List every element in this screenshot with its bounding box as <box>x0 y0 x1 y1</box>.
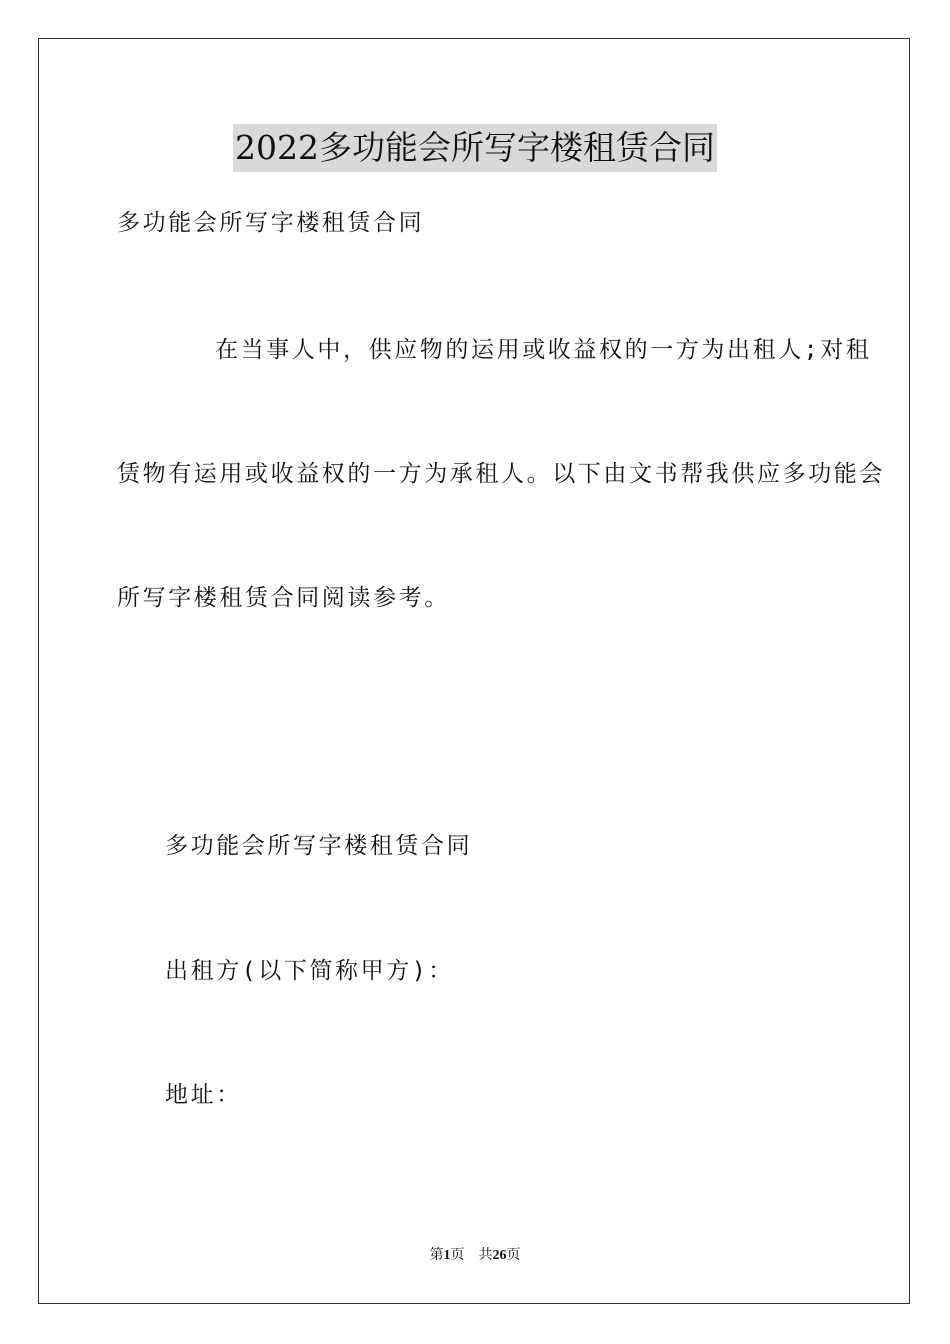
lessor-label: 出租方(以下简称甲方)： <box>165 958 454 984</box>
page-unit: 页 <box>450 1248 465 1263</box>
page-prefix: 第 <box>429 1248 444 1263</box>
intro-line-2: 赁物有运用或收益权的一方为承租人。以下由文书帮我供应多功能会 <box>117 461 885 487</box>
intro-line-1: 在当事人中，供应物的运用或收益权的一方为出租人;对租 <box>215 337 872 363</box>
address-label: 地址： <box>165 1082 242 1108</box>
document-subtitle: 多功能会所写字楼租赁合同 <box>117 210 425 236</box>
current-page-number: 1 <box>443 1248 451 1263</box>
total-prefix: 共 <box>478 1248 493 1263</box>
contract-heading: 多功能会所写字楼租赁合同 <box>165 833 473 859</box>
total-page-count: 26 <box>492 1248 507 1263</box>
intro-line-3: 所写字楼租赁合同阅读参考。 <box>117 585 450 611</box>
page-footer <box>0 1246 950 1266</box>
document-title-text: 2022多功能会所写字楼租赁合同 <box>233 124 717 172</box>
total-unit: 页 <box>506 1248 521 1263</box>
document-title <box>0 124 950 172</box>
